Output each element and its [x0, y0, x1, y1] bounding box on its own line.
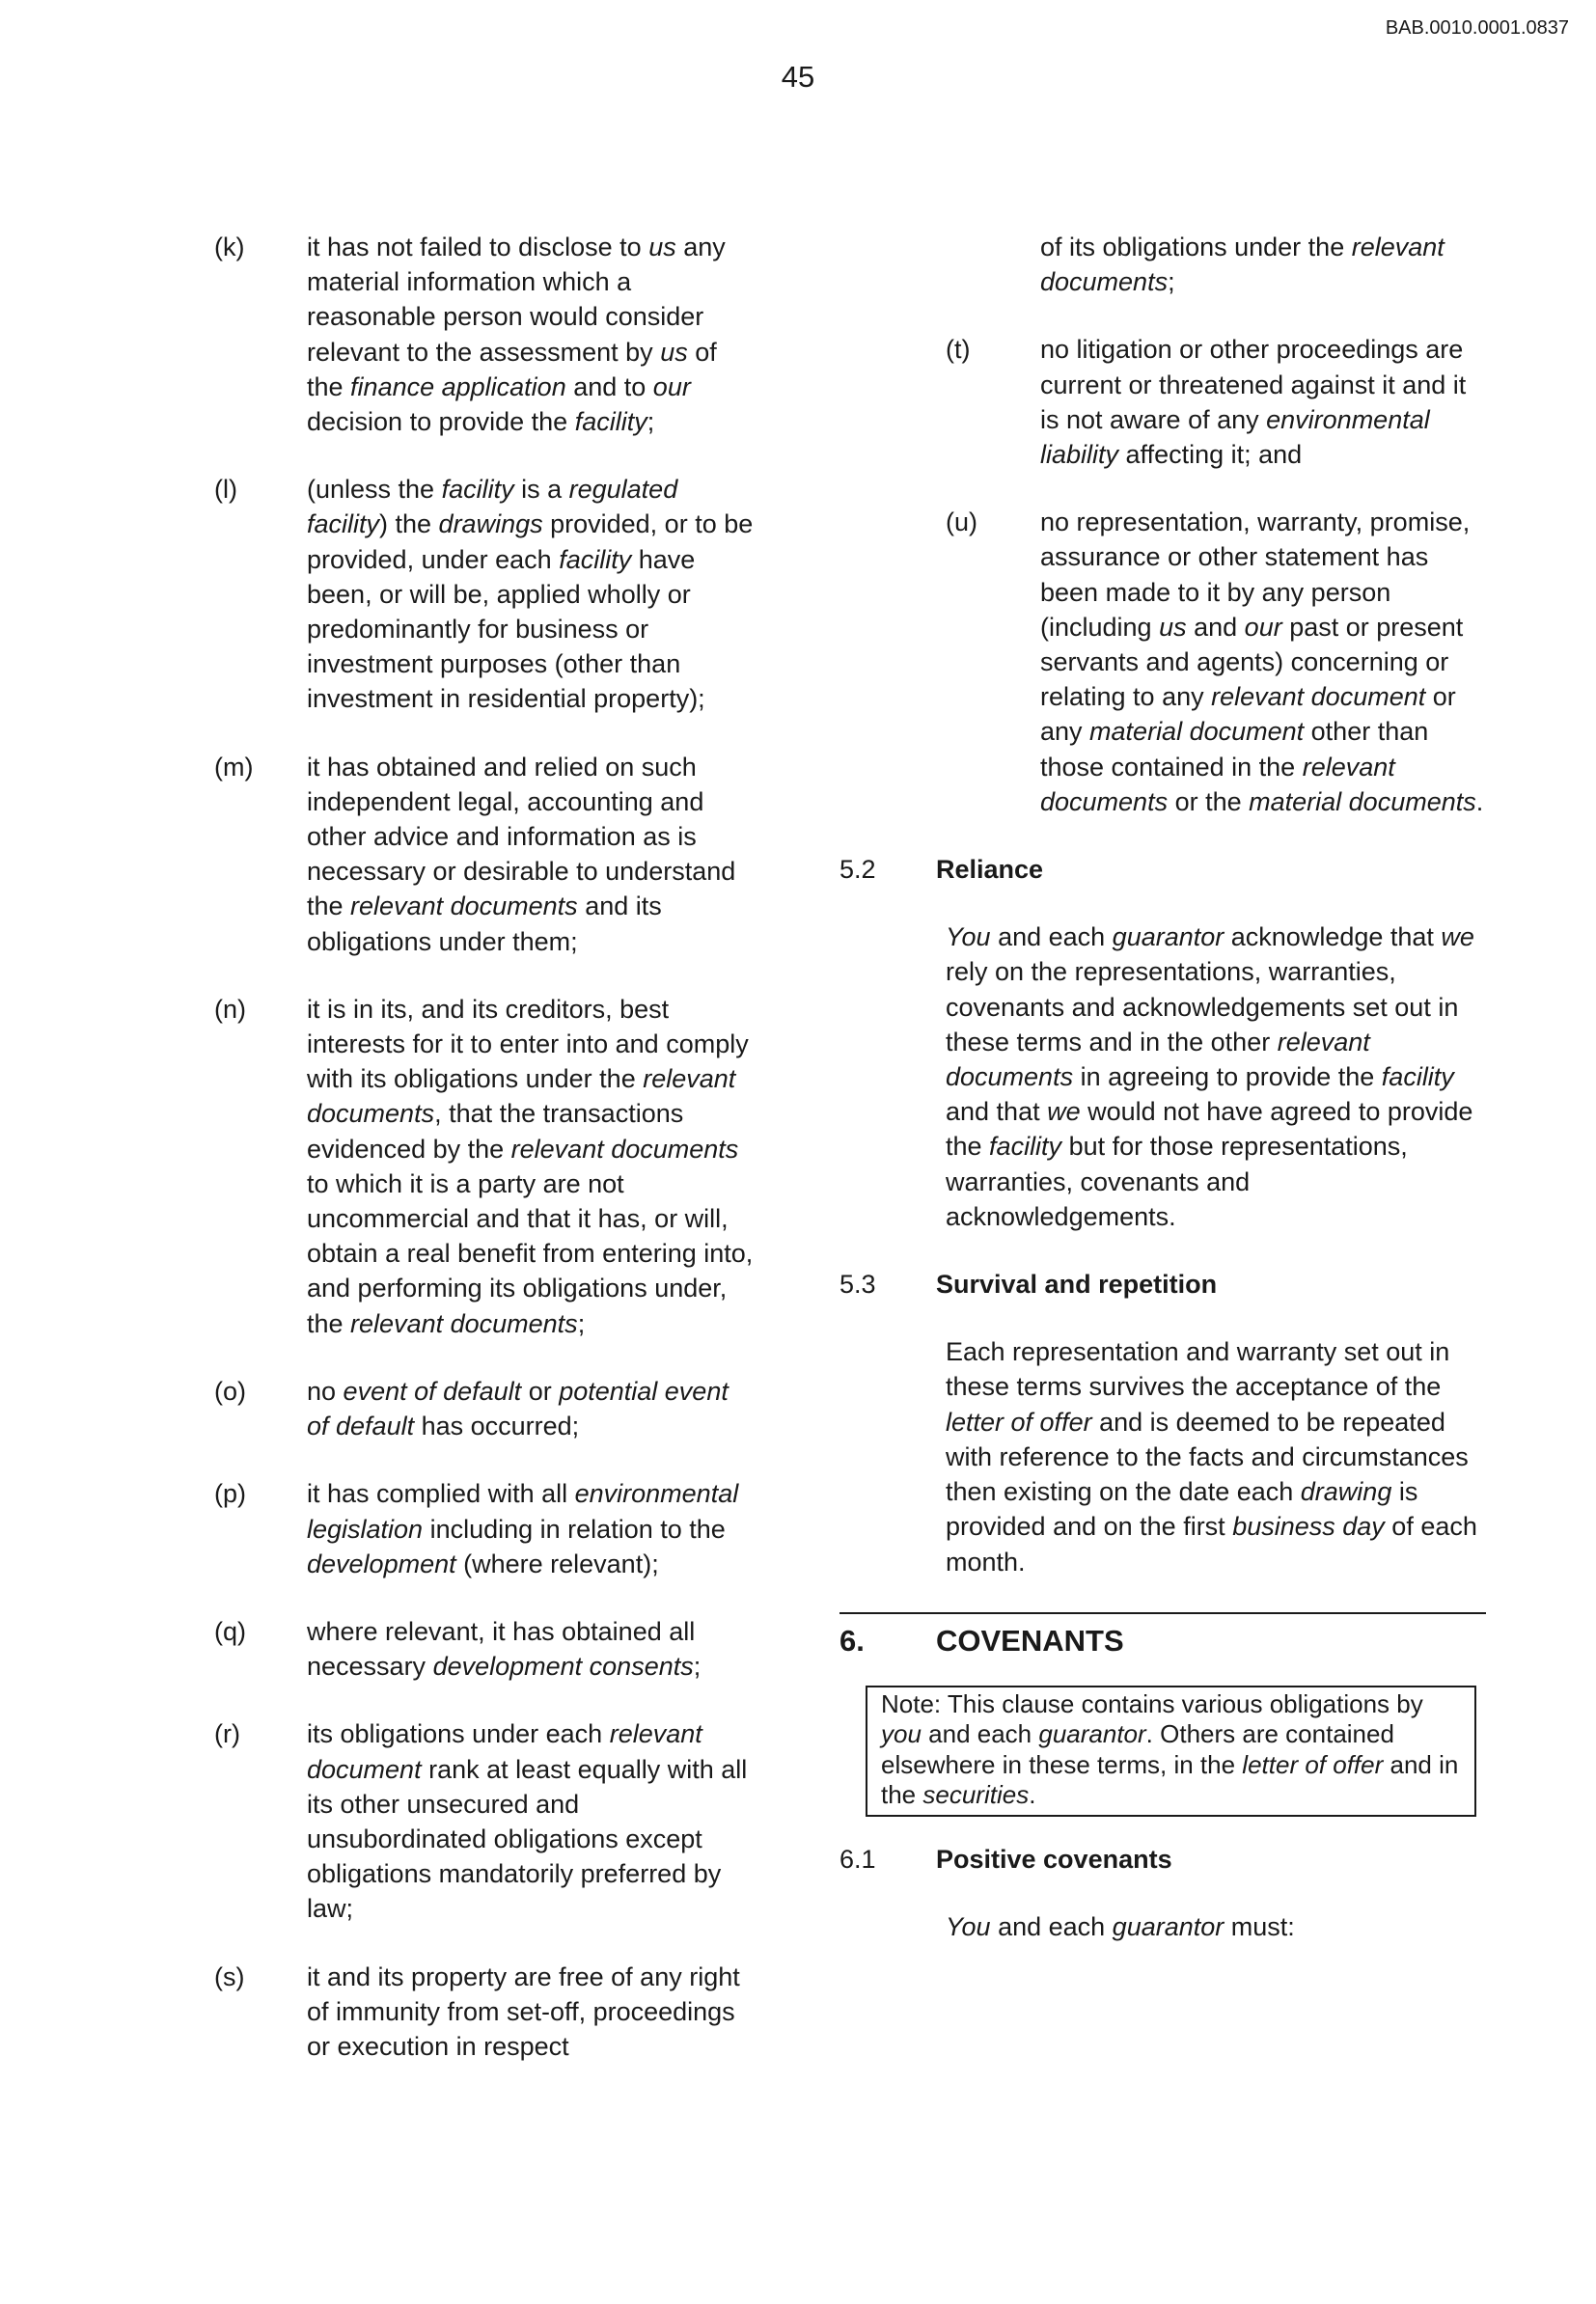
clause-label: (m)	[214, 752, 254, 782]
section-title: Reliance	[936, 855, 1044, 885]
section-5-3-heading	[839, 1267, 1486, 1302]
section-5-3-text: Each representation and warranty set out in these terms survives the acceptance of the letter of offer and is deemed to be repeated with reference to the facts and circumstances then existing on the date each drawing is provided and on the first business day of each month.	[946, 1337, 1477, 1577]
clause-label: (k)	[214, 233, 245, 261]
clause-label: (n)	[214, 994, 246, 1024]
section-number: 5.2	[839, 855, 876, 885]
document-id: BAB.0010.0001.0837	[1385, 17, 1569, 39]
clause-text: it has obtained and relied on such independent legal, accounting and other advice and information as is necessary or desirable to understand the relevant documents and its obligations under them;	[307, 752, 736, 956]
clause-n	[214, 992, 755, 1341]
clause-q	[214, 1614, 755, 1684]
right-column	[839, 230, 1486, 1977]
clause-label: (t)	[946, 335, 971, 365]
clause-label: (o)	[214, 1376, 246, 1406]
clause-text: no event of default or potential event of default has occurred;	[307, 1376, 729, 1441]
page-number: 45	[781, 60, 815, 94]
clause-m	[214, 750, 755, 959]
left-column	[214, 230, 755, 2097]
section-title: Positive covenants	[936, 1844, 1172, 1874]
clause-l	[214, 472, 755, 716]
section-number: 6.1	[839, 1844, 876, 1874]
section-number: 5.3	[839, 1270, 876, 1300]
clause-text: where relevant, it has obtained all necessary development consents;	[307, 1616, 702, 1682]
clause-r	[214, 1716, 755, 1926]
clause-text: its obligations under each relevant document rank at least equally with all its other unsecured and unsubordinated obligations except obligations mandatorily preferred by law;	[307, 1719, 748, 1924]
clause-text: no litigation or other proceedings are current or threatened against it and it is not aware of any environmental liability affecting it; and	[1040, 335, 1467, 470]
clause-s-continued: of its obligations under the relevant documents;	[1040, 233, 1445, 297]
clause-u	[839, 505, 1486, 819]
section-title: Survival and repetition	[936, 1270, 1218, 1300]
section-6-heading	[839, 1624, 1486, 1659]
clause-s	[214, 1960, 755, 2065]
section-5-2-text: You and each guarantor acknowledge that we rely on the representations, warranties, covenants and acknowledgements set out in these terms and in the other relevant documents in agreeing to provide the facility and that we would not have agreed to provide the facility but for those representations, warranties, covenants and acknowledgements.	[946, 922, 1474, 1231]
clause-label: (l)	[214, 475, 237, 505]
clause-label: (q)	[214, 1616, 246, 1646]
note-box: Note: This clause contains various obligations by you and each guarantor. Others are contained elsewhere in these terms, in the letter of offer and in the securities.	[866, 1686, 1476, 1817]
clause-label: (u)	[946, 507, 977, 537]
clause-label: (r)	[214, 1719, 240, 1749]
clause-label: (s)	[214, 1961, 245, 1991]
section-6-1-text: You and each guarantor must:	[946, 1912, 1295, 1942]
clause-label: (p)	[214, 1479, 246, 1509]
section-6-1-heading	[839, 1842, 1486, 1877]
clause-text: it has complied with all environmental legislation including in relation to the development (where relevant);	[307, 1479, 739, 1578]
section-title: COVENANTS	[936, 1623, 1124, 1658]
clause-k	[214, 230, 755, 439]
clause-text: (unless the facility is a regulated facility) the drawings provided, or to be provided, under each facility have been, or will be, applied wholly or predominantly for business or investment purposes (other than investment in residential property);	[307, 475, 754, 714]
clause-o	[214, 1374, 755, 1443]
clause-text: no representation, warranty, promise, assurance or other statement has been made to it by any person (including us and our past or present servants and agents) concerning or relating to any relevant document or any material document other than those contained in the relevant documents or the material documents.	[1040, 507, 1484, 816]
clause-text: it and its property are free of any right of immunity from set-off, proceedings or execution in respect	[307, 1961, 740, 2061]
section-5-2-heading	[839, 852, 1486, 887]
clause-text: it is in its, and its creditors, best interests for it to enter into and comply with its obligations under the relevant documents, that the transactions evidenced by the relevant documents to which it is a party are not uncommercial and that it has, or will, obtain a real benefit from entering into, and performing its obligations under, the relevant documents;	[307, 994, 754, 1338]
clause-t	[839, 332, 1486, 472]
clause-p	[214, 1476, 755, 1581]
section-number: 6.	[839, 1623, 865, 1658]
clause-text: it has not failed to disclose to us any material information which a reasonable person would consider relevant to the assessment by us of the finance application and to our decision to provide the facility;	[307, 233, 726, 437]
section-divider	[839, 1612, 1486, 1614]
